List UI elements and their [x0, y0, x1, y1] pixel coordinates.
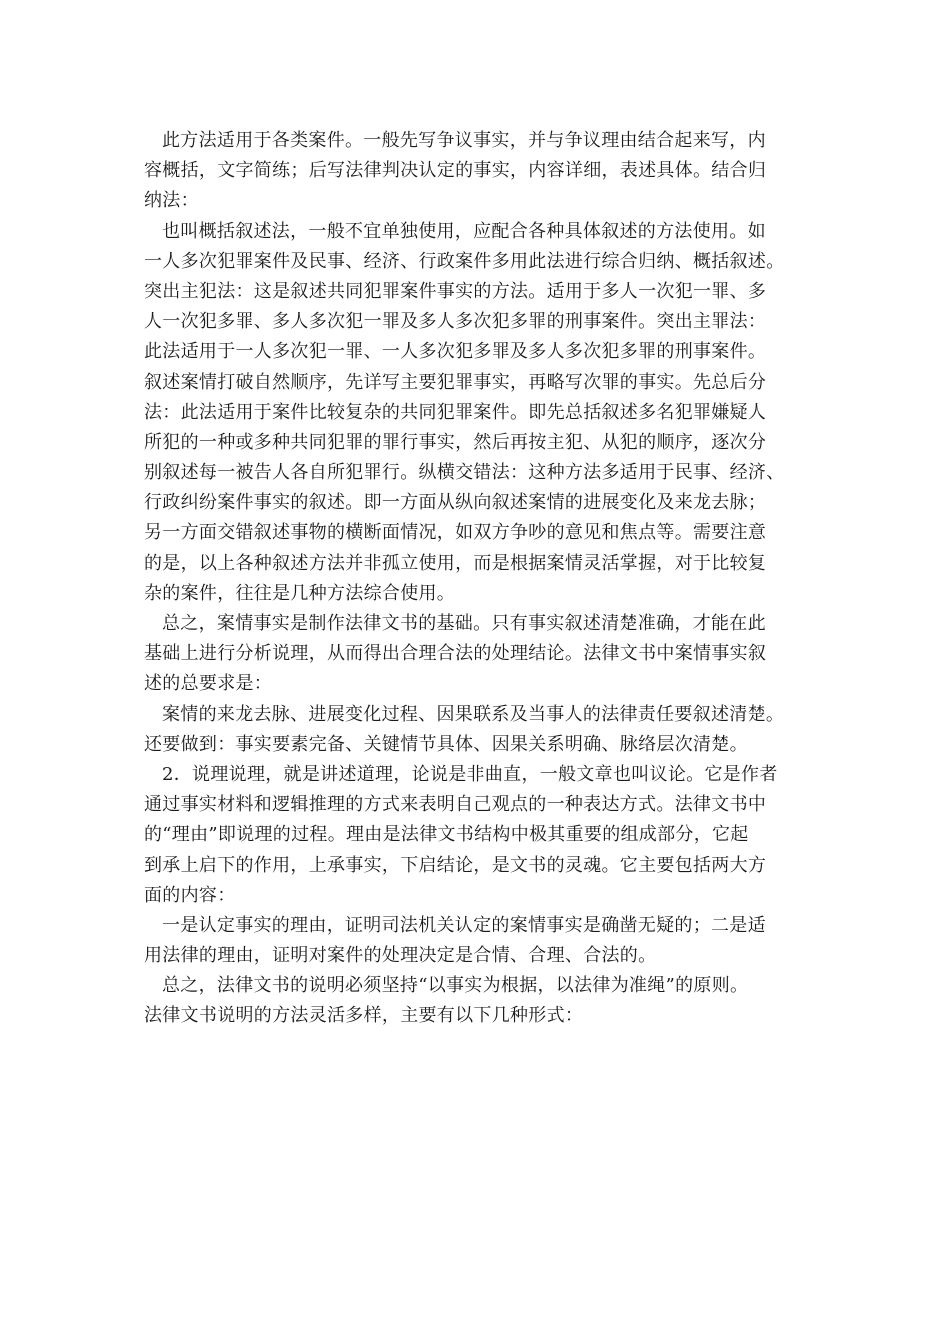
text-line: 也叫概括叙述法，一般不宜单独使用，应配合各种具体叙述的方法使用。如	[162, 220, 766, 242]
text-line: 用法律的理由，证明对案件的处理决定是合情、合理、合法的。	[144, 945, 657, 967]
text-line: 突出主犯法：这是叙述共同犯罪案件事实的方法。适用于多人一次犯一罪、多	[144, 280, 767, 302]
text-line: 人一次犯多罪、多人多次犯一罪及多人多次犯多罪的刑事案件。突出主罪法：	[144, 311, 767, 333]
text-line: 通过事实材料和逻辑推理的方式来表明自己观点的一种表达方式。法律文书中	[144, 794, 767, 816]
text-line: 纳法：	[144, 190, 199, 212]
text-line: 行政纠纷案件事实的叙述。即一方面从纵向叙述案情的进展变化及来龙去脉；	[144, 492, 767, 514]
document-body	[144, 126, 814, 1032]
text-line: 此法适用于一人多次犯一罪、一人多次犯多罪及多人多次犯多罪的刑事案件。	[144, 341, 767, 363]
text-line: 法：此法适用于案件比较复杂的共同犯罪案件。即先总括叙述多名犯罪嫌疑人	[144, 401, 767, 423]
text-line: 案情的来龙去脉、进展变化过程、因果联系及当事人的法律责任要叙述清楚。	[162, 703, 785, 725]
text-line: 法律文书说明的方法灵活多样，主要有以下几种形式：	[144, 1005, 584, 1027]
text-line: 别叙述每一被告人各自所犯罪行。纵横交错法：这种方法多适用于民事、经济、	[144, 462, 785, 484]
text-line: 杂的案件，往往是几种方法综合使用。	[144, 582, 456, 604]
text-line: 还要做到：事实要素完备、关键情节具体、因果关系明确、脉络层次清楚。	[144, 733, 748, 755]
text-line: 叙述案情打破自然顺序，先详写主要犯罪事实，再略写次罪的事实。先总后分	[144, 371, 767, 393]
text-line: 2．说理说理，就是讲述道理，论说是非曲直，一般文章也叫议论。它是作者	[162, 763, 778, 785]
text-line: 容概括，文字简练；后写法律判决认定的事实，内容详细，表述具体。结合归	[144, 160, 767, 182]
text-line: 所犯的一种或多种共同犯罪的罪行事实，然后再按主犯、从犯的顺序，逐次分	[144, 431, 767, 453]
text-line: 一是认定事实的理由，证明司法机关认定的案情事实是确凿无疑的；二是适	[162, 914, 766, 936]
text-line: 总之，案情事实是制作法律文书的基础。只有事实叙述清楚准确，才能在此	[162, 613, 766, 634]
text-line: 另一方面交错叙述事物的横断面情况，如双方争吵的意见和焦点等。需要注意	[144, 522, 767, 544]
text-line: 基础上进行分析说理，从而得出合理合法的处理结论。法律文书中案情事实叙	[144, 643, 767, 665]
text-line: 一人多次犯罪案件及民事、经济、行政案件多用此法进行综合归纳、概括叙述。	[144, 250, 785, 272]
text-line: 的是，以上各种叙述方法并非孤立使用，而是根据案情灵活掌握，对于比较复	[144, 552, 767, 574]
text-line: 的“理由”即说理的过程。理由是法律文书结构中极其重要的组成部分，它起	[144, 824, 749, 846]
text-line: 面的内容：	[144, 884, 236, 906]
text-line: 述的总要求是：	[144, 673, 273, 695]
text-line: 总之，法律文书的说明必须坚持“以事实为根据，以法律为准绳”的原则。	[162, 975, 749, 997]
text-line: 到承上启下的作用，上承事实，下启结论，是文书的灵魂。它主要包括两大方	[144, 854, 767, 876]
text-line: 此方法适用于各类案件。一般先写争议事实，并与争议理由结合起来写，内	[162, 130, 766, 151]
